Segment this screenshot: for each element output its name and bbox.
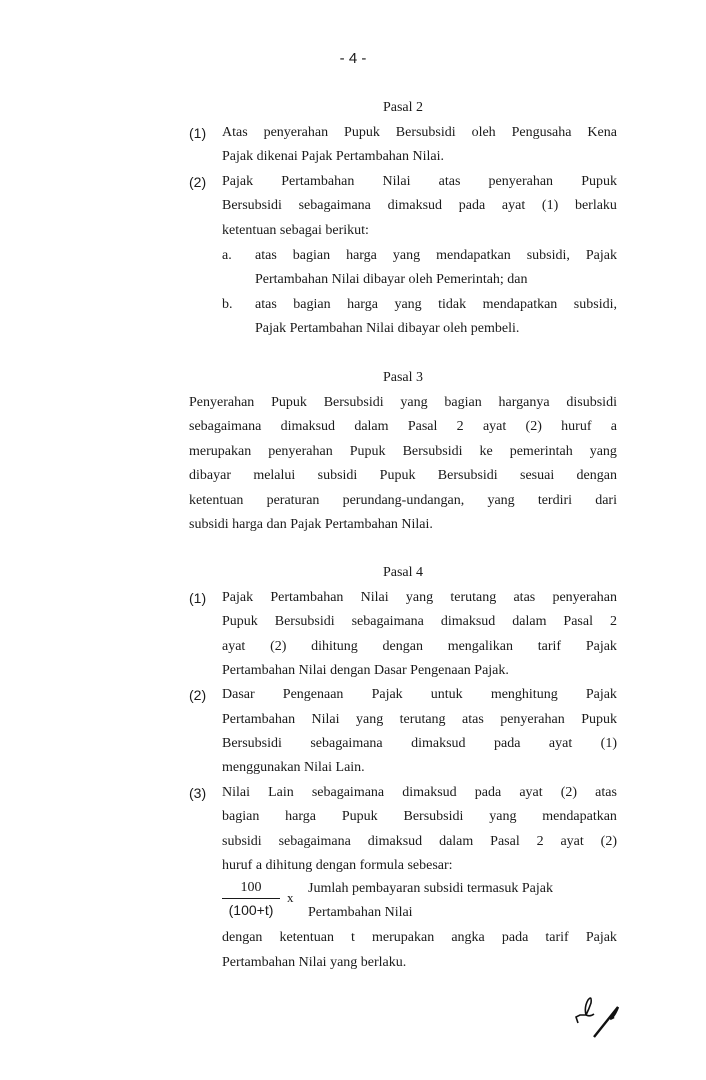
pasal-2-ayat-2-number: (2): [189, 174, 207, 190]
pasal-3-line: [189, 417, 617, 437]
word: Bersubsidi: [437, 468, 498, 483]
formula-fraction: [222, 879, 280, 919]
word: Bersubsidi: [402, 444, 463, 459]
word: merupakan: [189, 444, 252, 459]
word: penyerahan: [263, 125, 329, 140]
pasal-4-ayat-3-line: huruf a dihitung dengan formula sebesar:: [222, 858, 453, 873]
pasal-4-ayat-1-line: [222, 612, 617, 632]
word: Pajak: [585, 639, 617, 654]
word: disubsidi: [566, 395, 617, 410]
word: dimaksud: [367, 834, 423, 849]
word: yang: [394, 297, 422, 312]
word: harga: [346, 248, 377, 263]
word: Nilai: [222, 785, 250, 800]
word: terutang: [399, 712, 446, 727]
word: menghitung: [490, 687, 558, 702]
word: Bersubsidi: [395, 125, 456, 140]
word: terdiri: [537, 493, 573, 508]
word: Pajak: [585, 248, 617, 263]
word: ayat: [222, 639, 246, 654]
pasal-2-ayat-2-line: [222, 172, 617, 192]
formula-numerator: 100: [222, 879, 280, 899]
word: yang: [489, 809, 517, 824]
formula-term-line: Jumlah pembayaran subsidi termasuk Pajak: [308, 881, 553, 896]
word: perundang-undangan,: [342, 493, 465, 508]
pasal-2-item-b-line: [255, 295, 617, 315]
word: Bersubsidi: [222, 198, 282, 213]
word: yang: [392, 248, 421, 263]
word: atas: [462, 712, 484, 727]
word: sebagaimana: [298, 198, 371, 213]
word: Kena: [587, 125, 617, 140]
word: subsidi: [317, 468, 358, 483]
pasal-3-line: [189, 466, 617, 486]
pasal-2-ayat-1-line: [222, 123, 617, 143]
word: Penyerahan: [189, 395, 255, 410]
word: (2): [270, 639, 287, 654]
word: pada: [494, 736, 521, 751]
word: Bersubsidi: [222, 736, 282, 751]
word: Pasal: [490, 834, 520, 849]
word: Pajak: [585, 930, 617, 945]
word: melalui: [253, 468, 296, 483]
pasal-4-ayat-2-line: [222, 710, 617, 730]
pasal-4-heading: Pasal 4: [382, 565, 424, 580]
pasal-4-ayat-2-line: menggunakan Nilai Lain.: [222, 760, 365, 775]
word: ketentuan: [279, 930, 334, 945]
word: tarif: [545, 930, 569, 945]
word: sebagaimana: [310, 736, 383, 751]
word: (1): [600, 736, 617, 751]
word: Pajak: [585, 687, 617, 702]
word: mendapatkan: [436, 248, 511, 263]
word: ketentuan: [189, 493, 244, 508]
pasal-2-ayat-1-line: Pajak dikenai Pajak Pertambahan Nilai.: [222, 149, 444, 164]
word: dalam: [512, 614, 547, 629]
word: atas: [513, 590, 536, 605]
pasal-4-ayat-2-line: [222, 734, 617, 754]
word: Pupuk: [222, 614, 258, 629]
word: mengalikan: [447, 639, 514, 654]
word: oleh: [471, 125, 496, 140]
word: yang: [400, 395, 428, 410]
word: dimaksud: [440, 614, 496, 629]
word: dimaksud: [280, 419, 336, 434]
pasal-3-line: [189, 393, 617, 413]
pasal-3-line: [189, 491, 617, 511]
pasal-2-item-a-label: a.: [222, 248, 232, 263]
signature-initials: [570, 995, 640, 1045]
pasal-2-ayat-2-line: ketentuan sebagai berikut:: [222, 223, 369, 238]
word: subsidi: [222, 834, 262, 849]
word: yang: [356, 712, 384, 727]
word: t: [351, 930, 355, 945]
word: 2: [536, 834, 544, 849]
word: Pupuk: [581, 712, 617, 727]
word: mendapatkan: [482, 297, 558, 312]
word: dengan: [382, 639, 423, 654]
word: Pertambahan: [222, 712, 296, 727]
word: Pengusaha: [511, 125, 572, 140]
pasal-3-heading: Pasal 3: [382, 370, 424, 385]
pasal-3-line: [189, 442, 617, 462]
word: atas: [255, 297, 277, 312]
word: bagian: [444, 395, 482, 410]
formula-multiply: x: [287, 890, 294, 905]
word: Pajak: [371, 687, 403, 702]
pasal-4-ayat-3-line: [222, 832, 617, 852]
word: (1): [541, 198, 559, 213]
word: ayat: [548, 736, 573, 751]
word: Pupuk: [379, 468, 416, 483]
word: dimaksud: [402, 785, 457, 800]
word: penyerahan: [488, 174, 554, 189]
word: Bersubsidi: [274, 614, 335, 629]
word: pada: [501, 930, 529, 945]
word: Atas: [222, 125, 248, 140]
word: harga: [285, 809, 317, 824]
pasal-2-ayat-2-line: [222, 196, 617, 216]
word: Nilai: [382, 174, 411, 189]
pasal-2-item-a-line: [255, 246, 617, 266]
word: Pupuk: [581, 174, 617, 189]
word: merupakan: [372, 930, 435, 945]
word: Lain: [268, 785, 294, 800]
word: Pajak: [222, 174, 254, 189]
pasal-4-ayat-1-line: Pertambahan Nilai dengan Dasar Pengenaan Pajak.: [222, 663, 509, 678]
word: (2): [525, 419, 542, 434]
pasal-4-ayat-2-line: [222, 685, 617, 705]
formula-denominator: (100+t): [228, 902, 274, 918]
word: (2): [560, 785, 578, 800]
pasal-2-item-a-line: Pertambahan Nilai dibayar oleh Pemerintah; dan: [255, 272, 528, 287]
word: huruf: [561, 419, 592, 434]
pasal-4-ayat-1-number: (1): [189, 590, 207, 606]
pasal-4-ayat-3-after-line: [222, 928, 617, 948]
word: Pupuk: [344, 125, 380, 140]
word: sebagaimana: [351, 614, 424, 629]
word: bagian: [292, 248, 331, 263]
word: tidak: [438, 297, 467, 312]
word: subsidi,: [573, 297, 617, 312]
word: dengan: [576, 468, 617, 483]
pasal-4-ayat-1-line: [222, 637, 617, 657]
word: dibayar: [189, 468, 231, 483]
word: Bersubsidi: [323, 395, 384, 410]
word: yang: [589, 444, 617, 459]
word: dalam: [439, 834, 474, 849]
pasal-4-ayat-2-number: (2): [189, 687, 207, 703]
word: Dasar: [222, 687, 255, 702]
word: bagian: [222, 809, 260, 824]
word: sebagaimana: [278, 834, 351, 849]
pasal-2-item-b-line: Pajak Pertambahan Nilai dibayar oleh pembeli.: [255, 321, 520, 336]
word: harga: [347, 297, 378, 312]
word: sesuai: [520, 468, 555, 483]
word: penyerahan: [500, 712, 565, 727]
word: (2): [600, 834, 617, 849]
word: berlaku: [574, 198, 617, 213]
pasal-2-ayat-1-number: (1): [189, 125, 207, 141]
word: mendapatkan: [542, 809, 617, 824]
word: dihitung: [311, 639, 358, 654]
word: a: [610, 419, 617, 434]
pasal-4-ayat-1-line: [222, 588, 617, 608]
word: ayat: [560, 834, 584, 849]
pasal-4-ayat-3-after-line: Pertambahan Nilai yang berlaku.: [222, 955, 407, 970]
word: Pupuk: [349, 444, 386, 459]
word: dengan: [222, 930, 263, 945]
word: yang: [405, 590, 434, 605]
pasal-2-item-b-label: b.: [222, 297, 233, 312]
pasal-4-ayat-3-number: (3): [189, 785, 207, 801]
word: dimaksud: [387, 198, 443, 213]
word: ke: [479, 444, 493, 459]
word: Pupuk: [271, 395, 307, 410]
word: Bersubsidi: [403, 809, 464, 824]
word: 2: [609, 614, 617, 629]
word: tarif: [537, 639, 562, 654]
word: untuk: [430, 687, 463, 702]
word: ayat: [482, 419, 507, 434]
word: ayat: [501, 198, 526, 213]
word: sebagaimana: [311, 785, 385, 800]
word: pemerintah: [509, 444, 573, 459]
word: Pajak: [222, 590, 254, 605]
word: atas: [438, 174, 461, 189]
pasal-4-ayat-3-line: [222, 807, 617, 827]
word: pada: [474, 785, 502, 800]
word: Pasal: [563, 614, 593, 629]
word: penyerahan: [552, 590, 617, 605]
word: 2: [456, 419, 464, 434]
page-number: - 4 -: [339, 50, 367, 67]
word: dalam: [354, 419, 389, 434]
word: atas: [255, 248, 277, 263]
word: Nilai: [360, 590, 389, 605]
formula-term-line: Pertambahan Nilai: [308, 905, 413, 920]
word: yang: [487, 493, 515, 508]
pasal-3-line: subsidi harga dan Pajak Pertambahan Nilai.: [189, 517, 433, 532]
word: sebagaimana: [189, 419, 262, 434]
word: harganya: [498, 395, 550, 410]
word: terutang: [450, 590, 497, 605]
word: pada: [458, 198, 486, 213]
word: peraturan: [266, 493, 320, 508]
word: Pertambahan: [270, 590, 344, 605]
word: bagian: [293, 297, 331, 312]
word: Pupuk: [341, 809, 378, 824]
word: dimaksud: [411, 736, 466, 751]
word: Pertambahan: [281, 174, 355, 189]
word: atas: [595, 785, 617, 800]
word: penyerahan: [268, 444, 333, 459]
word: Nilai: [311, 712, 340, 727]
word: Pasal: [407, 419, 438, 434]
pasal-4-ayat-3-line: [222, 783, 617, 803]
word: ayat: [519, 785, 543, 800]
word: dari: [595, 493, 617, 508]
pasal-2-heading: Pasal 2: [382, 100, 424, 115]
word: Pengenaan: [282, 687, 344, 702]
word: angka: [451, 930, 485, 945]
word: subsidi,: [526, 248, 570, 263]
